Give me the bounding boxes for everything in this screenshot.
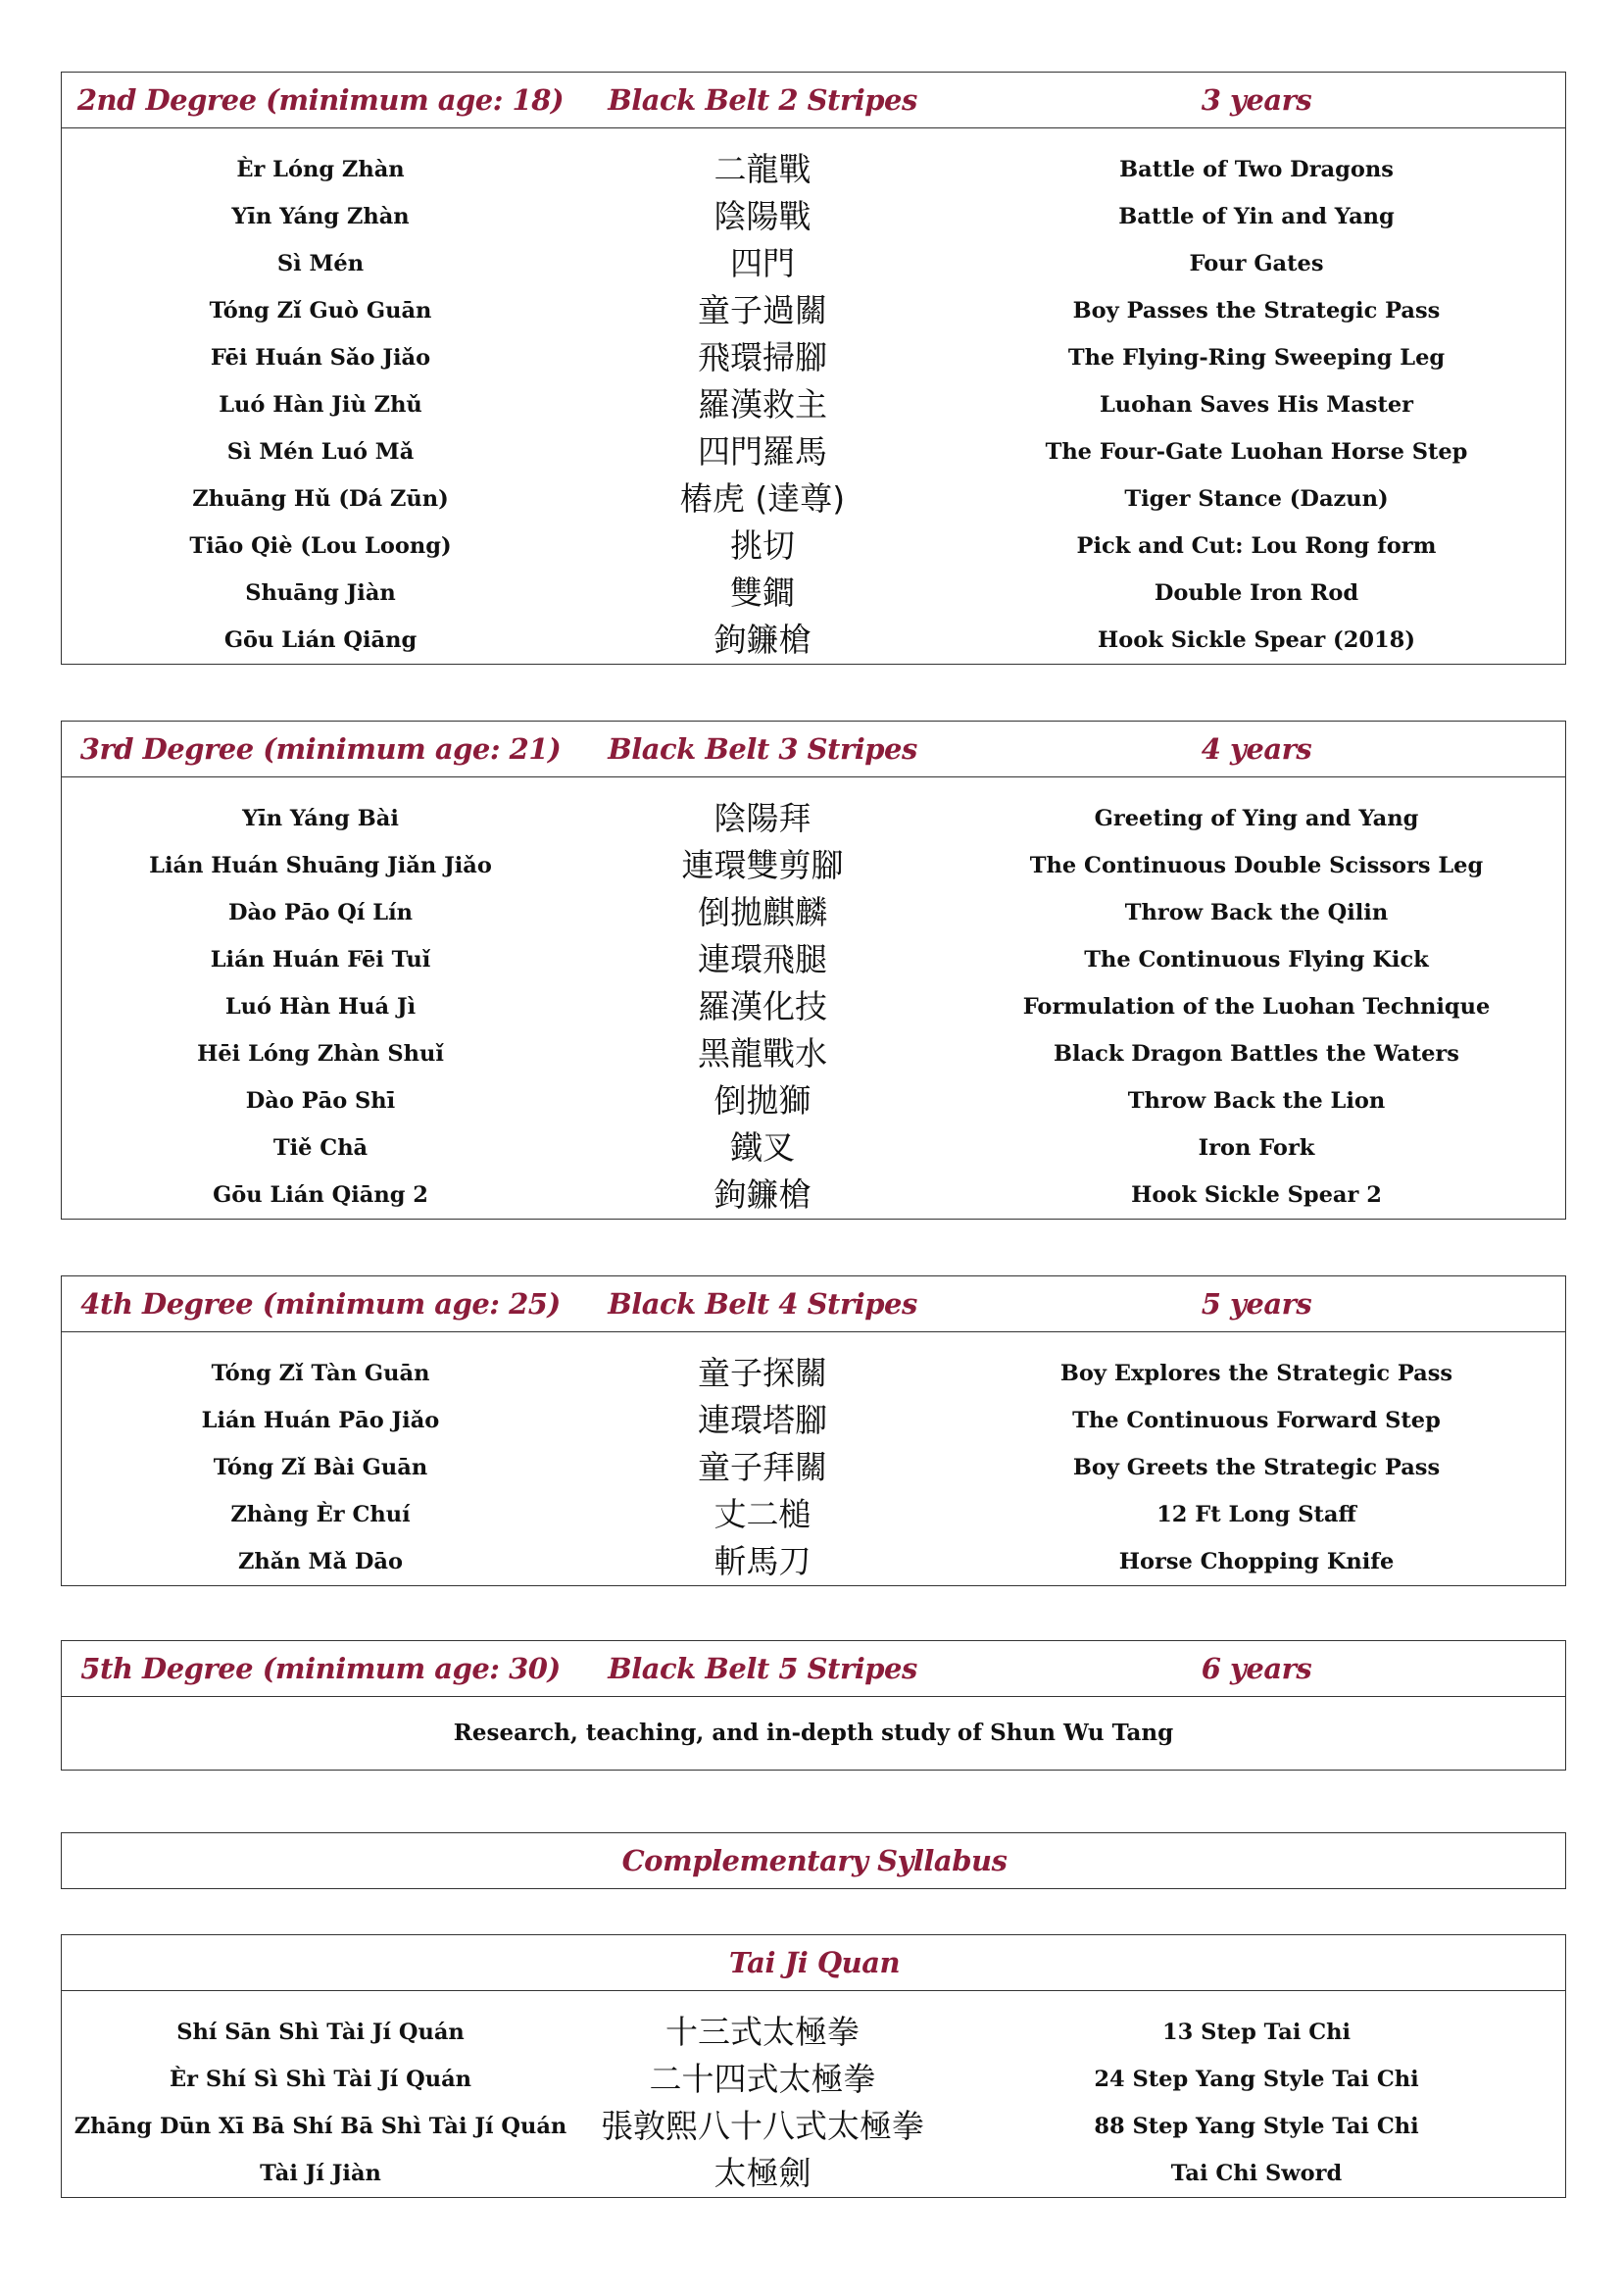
english-name: Luohan Saves His Master (1099, 392, 1414, 418)
chinese-name: 二十四式太極拳 (649, 2060, 876, 2098)
table-row (62, 2056, 1565, 2103)
table-row (62, 193, 1565, 240)
pinyin-name: Shí Sān Shì Tài Jí Quán (176, 2020, 465, 2045)
belt-title: Black Belt 2 Stripes (608, 83, 917, 117)
chinese-name: 連環塔腳 (698, 1401, 827, 1439)
table-row (62, 523, 1565, 570)
section-header (62, 1833, 1565, 1888)
table-row (62, 983, 1565, 1030)
chinese-name: 連環雙剪腳 (681, 846, 844, 884)
chinese-name: 丈二槌 (713, 1495, 812, 1533)
table-row (62, 1397, 1565, 1444)
table-row (62, 1172, 1565, 1219)
pinyin-name: Yīn Yáng Zhàn (231, 204, 410, 229)
english-name: The Flying-Ring Sweeping Leg (1067, 345, 1446, 371)
degree-title: 4th Degree (minimum age: 25) (80, 1287, 561, 1321)
table-row (62, 475, 1565, 523)
belt-title: Black Belt 4 Stripes (608, 1287, 917, 1321)
chinese-name: 鉤鐮槍 (713, 1175, 812, 1214)
pinyin-name: Gōu Lián Qiāng (223, 627, 418, 653)
english-name: Boy Passes the Strategic Pass (1072, 298, 1441, 324)
pinyin-name: Zhǎn Mǎ Dāo (238, 1549, 403, 1574)
pinyin-name: Tài Jí Jiàn (260, 2161, 381, 2186)
table-row (62, 1124, 1565, 1172)
years-title: 5 years (1201, 1287, 1312, 1321)
table-row (62, 1444, 1565, 1491)
pinyin-name: Èr Shí Sì Shì Tài Jí Quán (169, 2067, 472, 2092)
section-tai-ji-quan (61, 1934, 1566, 2198)
table-row (62, 617, 1565, 664)
pinyin-name: Lián Huán Shuāng Jiǎn Jiǎo (149, 853, 492, 878)
taiji-title: Tai Ji Quan (728, 1946, 901, 1979)
section-header (62, 722, 1565, 777)
chinese-name: 倒拋獅 (713, 1081, 812, 1120)
form-list (62, 1332, 1565, 1585)
english-name: Hook Sickle Spear 2 (1131, 1182, 1382, 1208)
english-name: Boy Greets the Strategic Pass (1072, 1455, 1441, 1480)
section-note: Research, teaching, and in-depth study of Shun Wu Tang (453, 1720, 1174, 1746)
table-row (62, 1491, 1565, 1538)
form-list (62, 777, 1565, 1219)
pinyin-name: Gōu Lián Qiāng 2 (213, 1182, 428, 1208)
english-name: 12 Ft Long Staff (1156, 1502, 1356, 1527)
pinyin-name: Shuāng Jiàn (245, 580, 396, 606)
english-name: 24 Step Yang Style Tai Chi (1094, 2067, 1419, 2092)
belt-title: Black Belt 5 Stripes (608, 1652, 917, 1685)
chinese-name: 黑龍戰水 (698, 1034, 827, 1073)
degree-title: 5th Degree (minimum age: 30) (80, 1652, 561, 1685)
table-row (62, 287, 1565, 334)
chinese-name: 童子拜關 (698, 1448, 827, 1486)
table-row (62, 1030, 1565, 1077)
section-3rd-degree (61, 721, 1566, 1220)
table-row (62, 146, 1565, 193)
table-row (62, 795, 1565, 842)
chinese-name: 四門 (730, 244, 795, 282)
english-name: Tiger Stance (Dazun) (1124, 486, 1389, 512)
english-name: The Continuous Forward Step (1072, 1408, 1441, 1433)
degree-title: 2nd Degree (minimum age: 18) (76, 83, 565, 117)
table-row (62, 428, 1565, 475)
chinese-name: 二龍戰 (713, 150, 812, 188)
chinese-name: 陰陽拜 (713, 799, 812, 837)
table-row (62, 570, 1565, 617)
table-row (62, 381, 1565, 428)
pinyin-name: Dào Pāo Qí Lín (228, 900, 413, 925)
chinese-name: 樁虎 (達尊) (679, 479, 846, 518)
english-name: The Four-Gate Luohan Horse Step (1045, 439, 1468, 465)
english-name: Boy Explores the Strategic Pass (1059, 1361, 1453, 1386)
pinyin-name: Tiāo Qiè (Lou Loong) (189, 533, 452, 559)
chinese-name: 挑切 (730, 526, 795, 565)
english-name: Formulation of the Luohan Technique (1022, 994, 1491, 1020)
english-name: Hook Sickle Spear (2018) (1098, 627, 1415, 653)
chinese-name: 童子探關 (698, 1354, 827, 1392)
chinese-name: 羅漢救主 (698, 385, 827, 424)
table-row (62, 889, 1565, 936)
chinese-name: 羅漢化技 (698, 987, 827, 1025)
chinese-name: 四門羅馬 (698, 432, 827, 471)
english-name: Throw Back the Qilin (1124, 900, 1389, 925)
english-name: Tai Chi Sword (1170, 2161, 1343, 2186)
pinyin-name: Hēi Lóng Zhàn Shuǐ (197, 1041, 444, 1067)
chinese-name: 童子過關 (698, 291, 827, 329)
chinese-name: 斬馬刀 (713, 1542, 812, 1580)
table-row (62, 842, 1565, 889)
pinyin-name: Sì Mén Luó Mǎ (226, 439, 415, 465)
years-title: 6 years (1201, 1652, 1312, 1685)
english-name: 13 Step Tai Chi (1161, 2020, 1352, 2045)
years-title: 4 years (1201, 732, 1312, 766)
table-row (62, 1077, 1565, 1124)
chinese-name: 連環飛腿 (698, 940, 827, 978)
complementary-title: Complementary Syllabus (621, 1844, 1008, 1877)
section-5th-degree (61, 1640, 1566, 1771)
pinyin-name: Yīn Yáng Bài (242, 806, 399, 831)
chinese-name: 張敦熙八十八式太極拳 (601, 2107, 924, 2145)
form-list (62, 128, 1565, 664)
pinyin-name: Fēi Huán Sǎo Jiǎo (210, 345, 431, 371)
pinyin-name: Luó Hàn Huá Jì (224, 994, 417, 1020)
pinyin-name: Èr Lóng Zhàn (236, 157, 405, 182)
degree-title: 3rd Degree (minimum age: 21) (79, 732, 562, 766)
section-4th-degree (61, 1275, 1566, 1586)
pinyin-name: Zhuāng Hǔ (Dá Zūn) (192, 486, 449, 512)
chinese-name: 太極劍 (713, 2154, 812, 2192)
complementary-syllabus-banner (61, 1832, 1566, 1889)
chinese-name: 十三式太極拳 (665, 2013, 860, 2051)
pinyin-name: Tóng Zǐ Guò Guān (209, 298, 432, 324)
table-row (62, 2150, 1565, 2197)
pinyin-name: Tóng Zǐ Tàn Guān (211, 1361, 430, 1386)
table-row (62, 2009, 1565, 2056)
belt-title: Black Belt 3 Stripes (608, 732, 917, 766)
english-name: Battle of Two Dragons (1119, 157, 1394, 182)
pinyin-name: Tiě Chā (272, 1135, 369, 1161)
pinyin-name: Tóng Zǐ Bài Guān (213, 1455, 428, 1480)
table-row (62, 1350, 1565, 1397)
chinese-name: 鉤鐮槍 (713, 621, 812, 659)
form-list (62, 1991, 1565, 2197)
years-title: 3 years (1201, 83, 1312, 117)
pinyin-name: Sì Mén (276, 251, 365, 276)
table-row (62, 334, 1565, 381)
chinese-name: 陰陽戰 (713, 197, 812, 235)
section-header (62, 73, 1565, 128)
chinese-name: 雙鐧 (730, 574, 795, 612)
chinese-name: 飛環掃腳 (698, 338, 827, 376)
chinese-name: 鐵叉 (730, 1128, 795, 1167)
section-2nd-degree (61, 72, 1566, 665)
section-header (62, 1276, 1565, 1332)
pinyin-name: Zhàng Èr Chuí (230, 1502, 411, 1527)
english-name: Iron Fork (1198, 1135, 1315, 1161)
table-row (62, 240, 1565, 287)
pinyin-name: Zhāng Dūn Xī Bā Shí Bā Shì Tài Jí Quán (74, 2114, 567, 2139)
table-row (62, 1538, 1565, 1585)
table-row (62, 2103, 1565, 2150)
english-name: Pick and Cut: Lou Rong form (1076, 533, 1437, 559)
section-header (62, 1935, 1565, 1991)
english-name: The Continuous Double Scissors Leg (1029, 853, 1484, 878)
pinyin-name: Luó Hàn Jiù Zhǔ (219, 392, 422, 418)
english-name: Battle of Yin and Yang (1118, 204, 1395, 229)
english-name: Throw Back the Lion (1127, 1088, 1386, 1114)
english-name: Black Dragon Battles the Waters (1054, 1041, 1459, 1067)
chinese-name: 倒拋麒麟 (698, 893, 827, 931)
table-row (62, 936, 1565, 983)
english-name: 88 Step Yang Style Tai Chi (1094, 2114, 1419, 2139)
english-name: Four Gates (1189, 251, 1324, 276)
english-name: Greeting of Ying and Yang (1094, 806, 1419, 831)
english-name: The Continuous Flying Kick (1084, 947, 1429, 973)
english-name: Double Iron Rod (1154, 580, 1359, 606)
pinyin-name: Lián Huán Pāo Jiǎo (201, 1408, 440, 1433)
pinyin-name: Dào Pāo Shī (245, 1088, 396, 1114)
section-header (62, 1641, 1565, 1697)
english-name: Horse Chopping Knife (1118, 1549, 1395, 1574)
pinyin-name: Lián Huán Fēi Tuǐ (210, 947, 431, 973)
